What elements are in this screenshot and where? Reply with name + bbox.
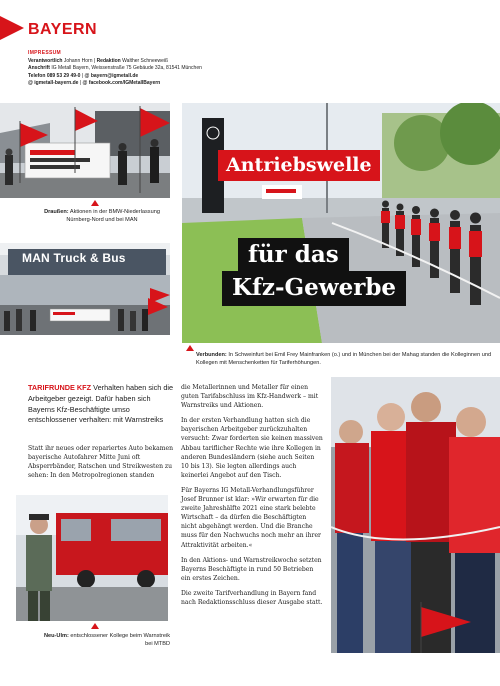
address-label: Anschrift <box>28 65 50 72</box>
photo-neu-ulm-striker <box>16 495 168 621</box>
article-column-2 <box>181 383 323 613</box>
caption-demo-text: Aktionen in der BMW-Niederlassung Nürnberg-Nord und bei MAN <box>66 209 160 223</box>
caption-crowd <box>196 351 492 367</box>
editorial-name: Walther Schneeweiß <box>122 57 169 64</box>
facebook-link[interactable]: facebook.com/IGMetallBayern <box>88 80 161 87</box>
responsible-label: Verantwortlich <box>28 57 63 64</box>
address: IG Metall Bayern, Weissenstraße 75 Gebäude 32a, 81541 München <box>51 65 202 72</box>
caption-demo <box>34 208 170 224</box>
article-paragraph: Die zweite Tarifverhandlung in Bayern fand nach Redaktionsschluss dieser Ausgabe statt. <box>181 589 323 606</box>
article-paragraph: In den Aktions- und Warnstreikwoche setzten Bayerns Beschäftigte in rund 50 Betrieben ein erstes Zeichen. <box>181 556 322 582</box>
headline-line-2: für das <box>238 238 349 273</box>
imprint-label: IMPRESSUM <box>28 50 61 56</box>
caption-neuulm-text: entschlossener Kollege beim Warnstreik bei MTBD <box>70 633 170 647</box>
article-intro <box>28 383 174 426</box>
email-link[interactable]: bayern@igmetall.de <box>90 72 139 79</box>
man-sign-text: MAN Truck & Bus <box>22 251 126 265</box>
caption-marker-icon <box>91 200 99 206</box>
caption-marker-icon <box>91 623 99 629</box>
phone-label: Telefon <box>28 72 46 79</box>
caption-demo-lead: Draußen: <box>44 209 69 215</box>
caption-crowd-lead: Verbunden: <box>196 352 227 358</box>
photo-bmw-demonstration <box>0 103 170 198</box>
article-paragraph: Statt ihr neues oder repariertes Auto bekamen bayerische Autofahrer Mitte Juni oft Absperrbänder, Ratschen und Streikwesten zu sehen: In den Metropolregionen standen <box>28 445 174 480</box>
web-link[interactable]: igmetall-bayern.de <box>34 80 79 87</box>
caption-marker-icon <box>186 345 194 351</box>
headline-line-3: Kfz-Gewerbe <box>222 271 406 306</box>
article-paragraph: In der ersten Verhandlung hatten sich die bayerischen Arbeitgeber zurückzuhalten versucht: Zwar forderten sie keinen massiven Abbau tariflicher Rechte wie ihre Kollegen in anderen Bundesländern (siehe auch Seiten 10 bis 13). Sie legten allerdings auch keinerlei Angebot auf den Tisch. <box>181 417 323 479</box>
article-intro-text: Verhalten haben sich die Arbeitgeber gezeigt. Dafür haben sich Bayerns Kfz-Beschäftigte umso entschlossener verhalten: mit Warnstreiks <box>28 383 174 425</box>
article-paragraph: die Metallerinnen und Metaller für einen guten Tarifabschluss im Kfz-Handwerk – mit Warnstreiks und Aktionen. <box>181 384 319 410</box>
photo-munich-human-chain <box>331 377 500 653</box>
phone: 089 53 29 49-0 <box>46 72 81 79</box>
caption-neuulm-lead: Neu-Ulm: <box>43 633 69 639</box>
region-title: BAYERN <box>28 21 98 38</box>
editorial-label: Redaktion <box>96 57 121 64</box>
responsible-name: Johann Horn <box>63 57 93 64</box>
caption-crowd-text: In Schweinfurt bei Emil Frey Mainfranken (o.) und in München bei der Mahag standen die Kolleginnen und Kollegen mit Menschenketten für Tariferhöhungen. <box>196 352 492 366</box>
region-marker-icon <box>0 16 24 40</box>
imprint: IMPRESSUM Verantwortlich Johann Horn | Redaktion Walther Schneeweiß Anschrift IG Metall Bayern, Weissenstraße 75 Gebäude 32a, 81541 München Telefon 089 53 29 49-0 | @ bayern@igmetall.de @ igmetall-bayern.de | @ facebook.com/IGMetallBayern <box>28 50 202 87</box>
photo-schweinfurt-dealership <box>182 103 500 343</box>
article-paragraph: Für Bayerns IG Metall-Verhandlungsführer Josef Brunner ist klar: »Wir erwarten für die zweite Jahreshälfte 2021 eine stark belebte Wirtschaft – da dürfen die Beschäftigten nicht abgehängt werden. Und die Branche muss für den Nachwuchs noch mehr an ihrer Attraktivität arbeiten.« <box>181 486 321 549</box>
article-kicker: TARIFRUNDE KFZ <box>28 383 92 392</box>
caption-neuulm <box>40 632 170 648</box>
photo-man-truck-bus <box>0 243 170 335</box>
headline-line-1: Antriebswelle <box>218 150 380 181</box>
article-column-1 <box>28 444 174 486</box>
